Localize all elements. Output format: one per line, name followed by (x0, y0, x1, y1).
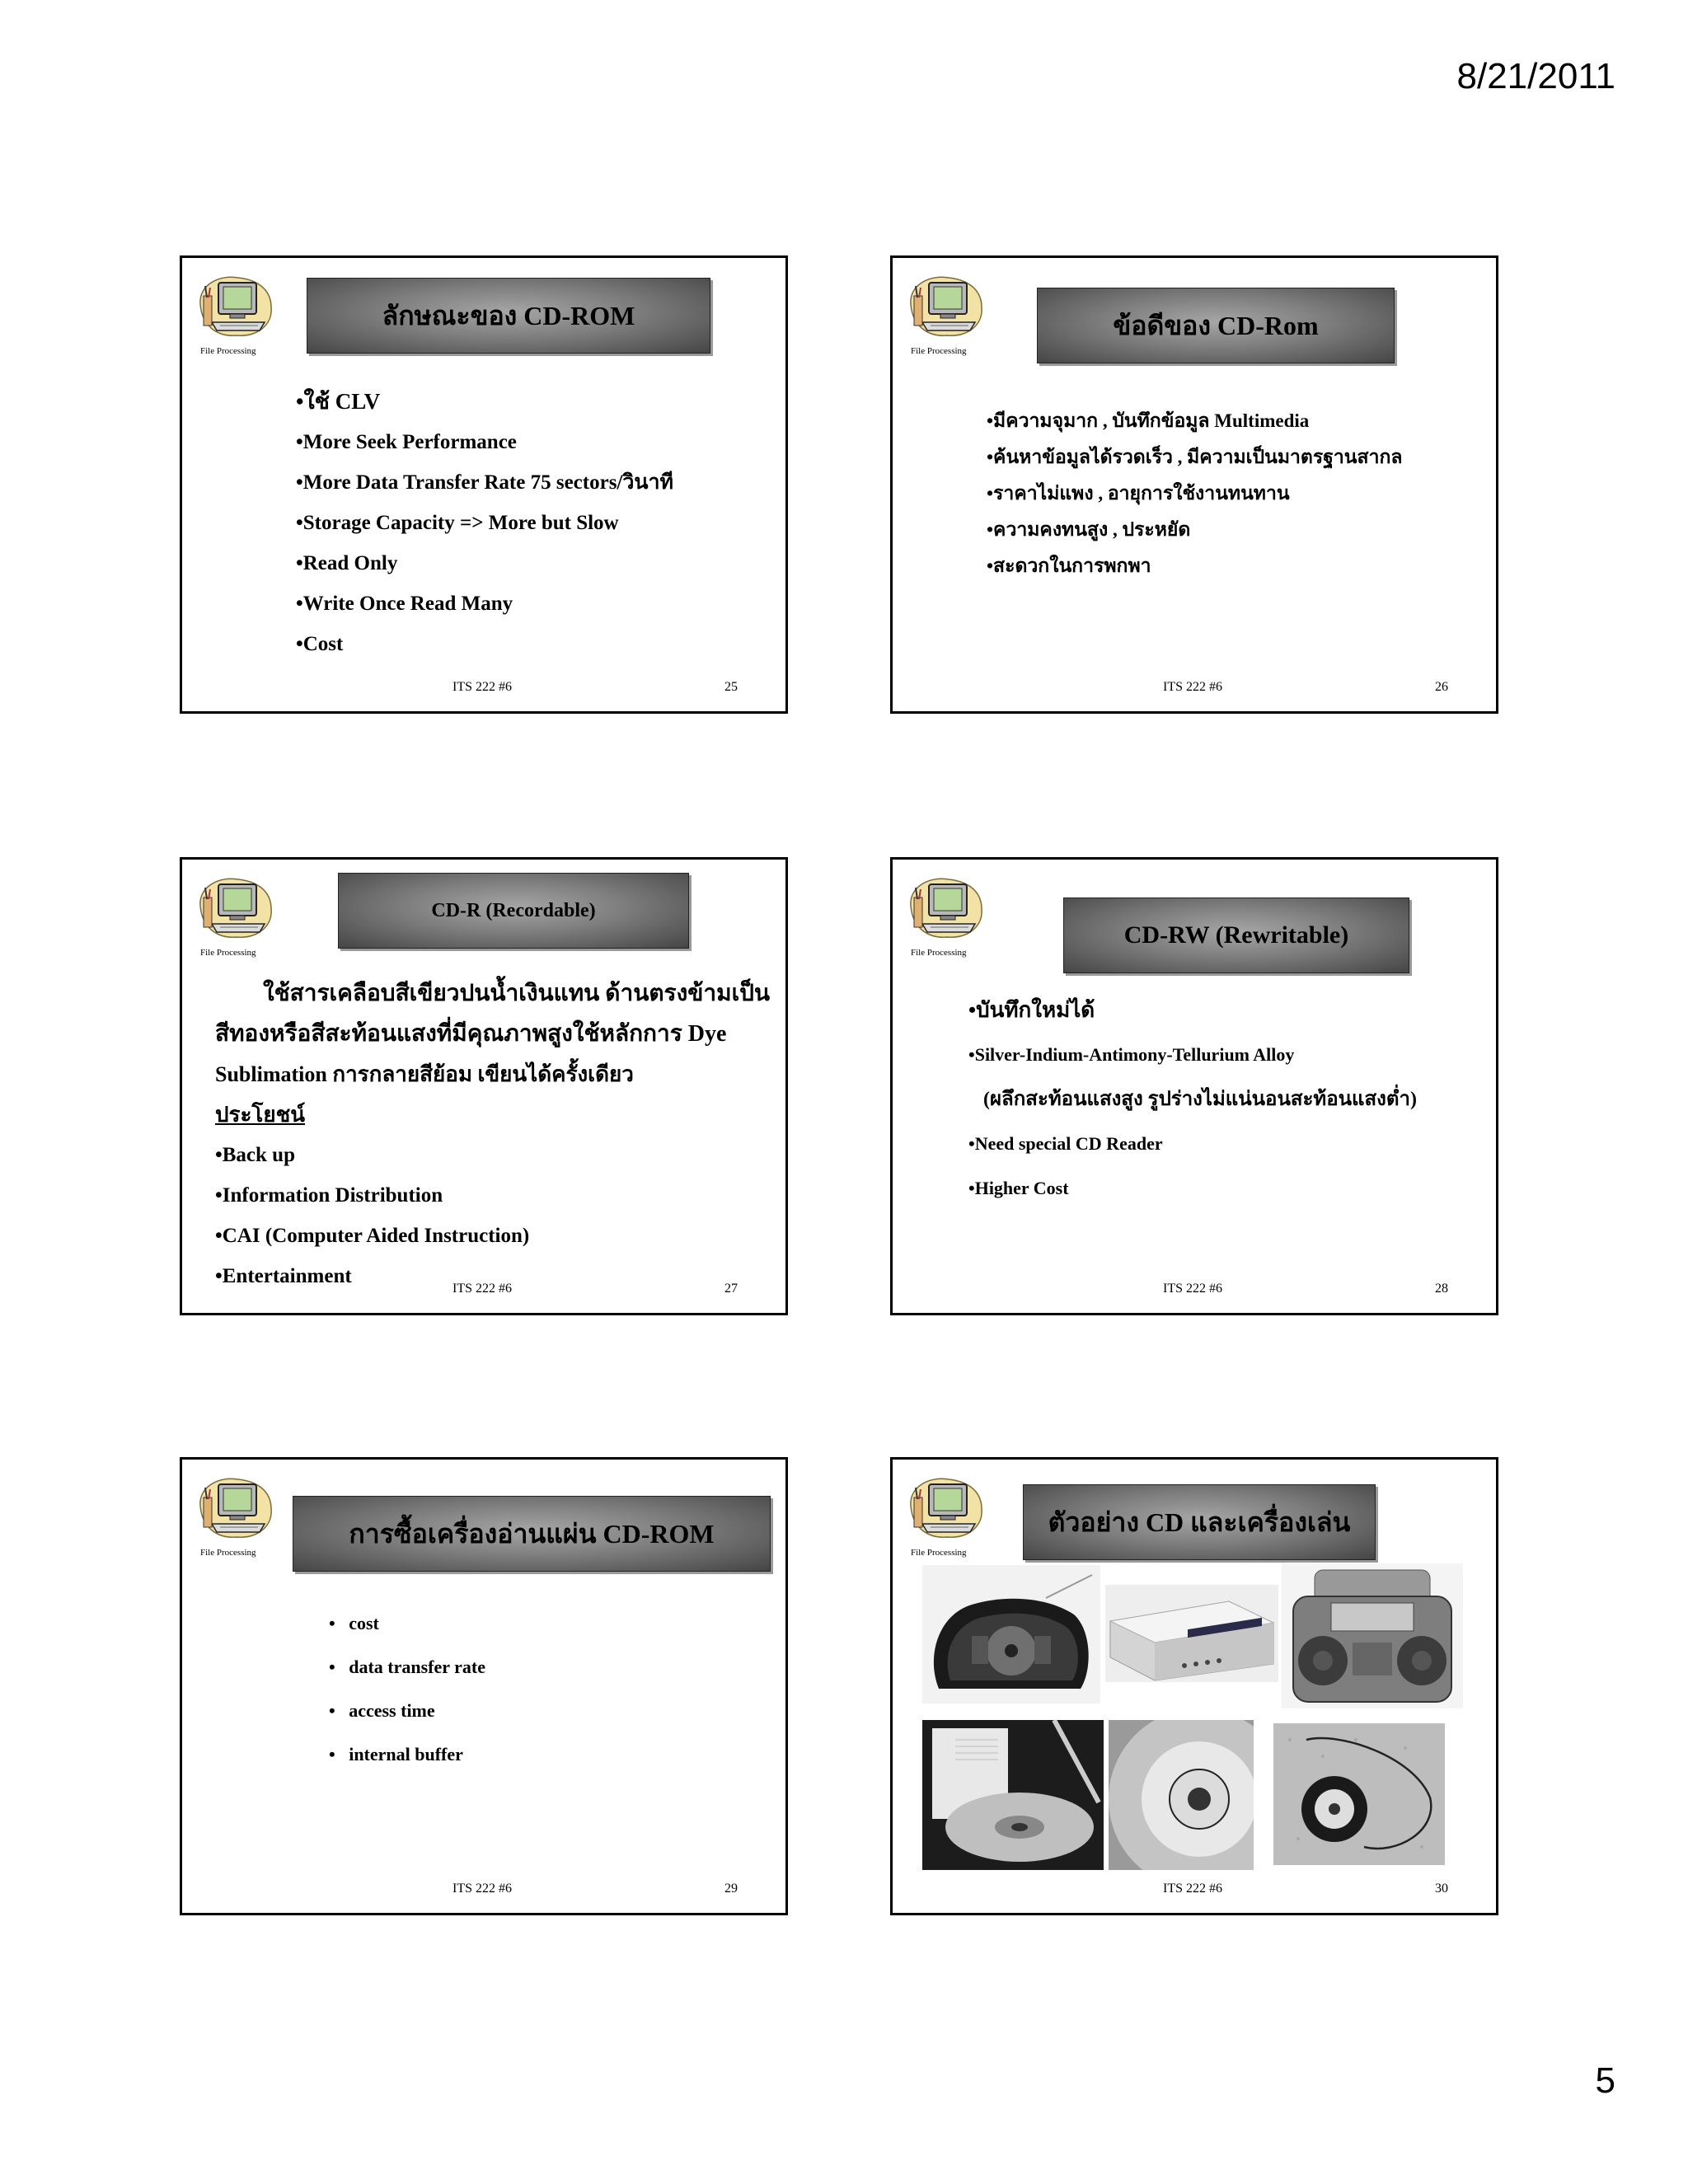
slide-course: ITS 222 #6 (452, 680, 512, 694)
list-item: •More Data Transfer Rate 75 sectors/วินาที (296, 471, 674, 494)
computer-logo-icon (194, 873, 276, 942)
list-item: •ค้นหาข้อมูลได้รวดเร็ว , มีความเป็นมาตรฐานสากล (987, 447, 1403, 467)
list-item: •Read Only (296, 552, 398, 574)
list-item: • cost (329, 1613, 379, 1633)
slide-number: 25 (724, 680, 738, 694)
list-item: •Information Distribution (215, 1184, 443, 1207)
page-date: 8/21/2011 (1456, 56, 1615, 96)
list-item: •Entertainment (215, 1265, 352, 1287)
slide-28 (890, 857, 1498, 1315)
slide-title: ข้อดีของ CD-Rom (1037, 288, 1395, 363)
list-item: •มีความจุมาก , บันทึกข้อมูล Multimedia (987, 410, 1310, 431)
bullet-list (987, 403, 1403, 584)
computer-logo-icon (194, 1473, 276, 1542)
list-item: •บันทึกใหม่ได้ (968, 998, 1095, 1022)
list-item: •Silver-Indium-Antimony-Tellurium Alloy (968, 1044, 1295, 1065)
list-item: •Cost (296, 633, 344, 655)
logo-caption: File Processing (911, 948, 967, 958)
list-item: •Storage Capacity => More but Slow (296, 512, 619, 534)
logo-caption: File Processing (200, 948, 256, 958)
list-item: •ความคงทนสูง , ประหยัด (987, 519, 1191, 540)
bullet-list (215, 1135, 529, 1296)
computer-logo-icon (904, 271, 987, 340)
list-item: • internal buffer (329, 1744, 463, 1765)
logo-caption: File Processing (200, 346, 256, 356)
benefits-heading: ประโยชน์ (215, 1103, 306, 1127)
list-item: •CAI (Computer Aided Instruction) (215, 1225, 530, 1247)
bullet-list (296, 382, 673, 664)
slide-number: 29 (724, 1882, 738, 1896)
list-item: •Write Once Read Many (296, 593, 513, 615)
slide-title: CD-RW (Rewritable) (1063, 898, 1409, 973)
slide-26 (890, 255, 1498, 714)
slide-29 (180, 1457, 788, 1915)
list-item: •Need special CD Reader (968, 1133, 1163, 1154)
slide-title: การซื้อเครื่องอ่านแผ่น CD-ROM (293, 1496, 771, 1572)
computer-logo-icon (194, 271, 276, 340)
slide-number: 28 (1435, 1282, 1448, 1296)
page-number: 5 (1595, 2060, 1615, 2101)
disc-closeup-photo (1109, 1720, 1254, 1870)
slide-title: ตัวอย่าง CD และเครื่องเล่น (1023, 1484, 1376, 1560)
list-item: •Back up (215, 1144, 295, 1166)
cd-case-photo (922, 1720, 1104, 1870)
slide-number: 30 (1435, 1882, 1448, 1896)
logo-caption: File Processing (911, 346, 967, 356)
paragraph-line: Sublimation การกลายสีย้อม เขียนได้ครั้งเดียว (215, 1062, 634, 1086)
slide-number: 26 (1435, 680, 1448, 694)
portable-player-photo (1273, 1723, 1445, 1865)
slide-course: ITS 222 #6 (452, 1882, 512, 1896)
slide-course: ITS 222 #6 (1163, 1882, 1222, 1896)
slide-title: ลักษณะของ CD-ROM (307, 278, 710, 354)
slide-course: ITS 222 #6 (1163, 680, 1222, 694)
list-item: • access time (329, 1700, 435, 1721)
slide-27 (180, 857, 788, 1315)
cd-drive-photo (1105, 1585, 1278, 1682)
list-item: • data transfer rate (329, 1657, 485, 1677)
paragraph-line: สีทองหรือสีสะท้อนแสงที่มีคุณภาพสูงใช้หลักการ Dye (215, 1021, 727, 1047)
stereo-photo (1282, 1563, 1463, 1708)
logo-caption: File Processing (911, 1548, 967, 1558)
list-item: •ราคาไม่แพง , อายุการใช้งานทนทาน (987, 483, 1290, 504)
bullet-list (968, 988, 1417, 1211)
slide-30 (890, 1457, 1498, 1915)
slide-title: CD-R (Recordable) (338, 873, 689, 949)
slide-course: ITS 222 #6 (1163, 1282, 1222, 1296)
bullet-list (329, 1601, 485, 1776)
logo-caption: File Processing (200, 1548, 256, 1558)
computer-logo-icon (904, 873, 987, 942)
list-item: •ใช้ CLV (296, 389, 381, 414)
boombox-photo (922, 1565, 1100, 1704)
slide-25 (180, 255, 788, 714)
slide-course: ITS 222 #6 (452, 1282, 512, 1296)
paragraph-line: ใช้สารเคลือบสีเขียวปนน้ำเงินแทน ด้านตรงข้ามเป็น (263, 981, 771, 1006)
list-item: •สะดวกในการพกพา (987, 555, 1151, 576)
list-item: •More Seek Performance (296, 431, 517, 453)
list-item: •Higher Cost (968, 1178, 1069, 1198)
description-paragraph (215, 973, 776, 1135)
computer-logo-icon (904, 1473, 987, 1542)
list-item: (ผลึกสะท้อนแสงสูง รูปร่างไม่แน่นอนสะท้อนแสงต่ำ) (983, 1089, 1417, 1110)
slide-number: 27 (724, 1282, 738, 1296)
